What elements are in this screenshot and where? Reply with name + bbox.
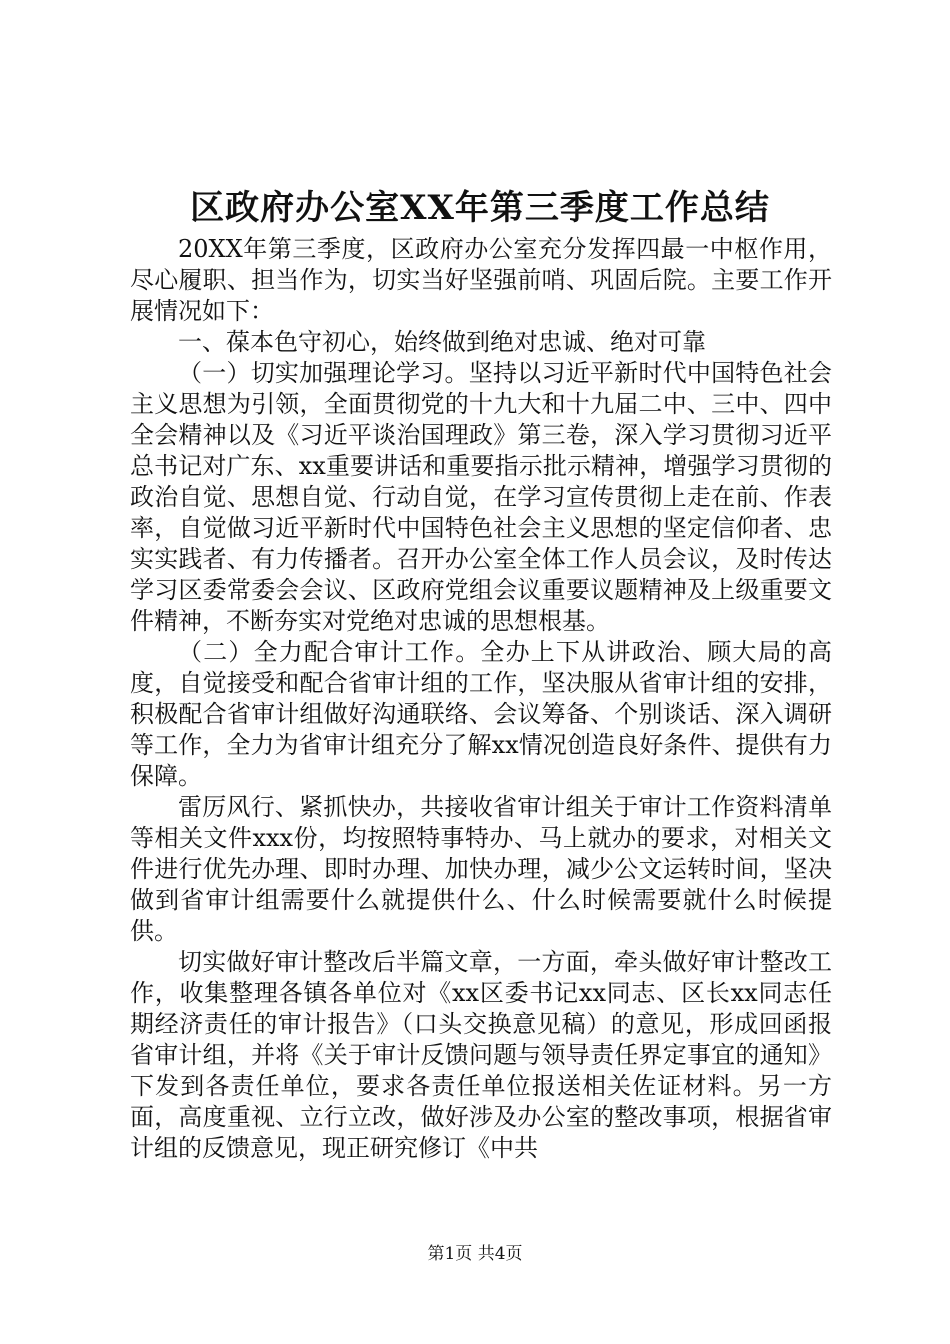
paragraph-theory-study: （一）切实加强理论学习。坚持以习近平新时代中国特色社会主义思想为引领，全面贯彻党的十九大和十九届二中、三中、四中全会精神以及《习近平谈治国理政》第三卷，深入学习贯彻习近平总书记对广东、xx重要讲话和重要指示批示精神，增强学习贯彻的政治自觉、思想自觉、行动自觉，在学习宣传贯彻上走在前、作表率，自觉做习近平新时代中国特色社会主义思想的坚定信仰者、忠实实践者、有力传播者。召开办公室全体工作人员会议，及时传达学习区委常委会会议、区政府党组会议重要议题精神及上级重要文件精神，不断夯实对党绝对忠诚的思想根基。 bbox=[130, 359, 832, 635]
document-title: 区政府办公室XX年第三季度工作总结 bbox=[190, 188, 770, 228]
paragraph-audit-cooperation: （二）全力配合审计工作。全办上下从讲政治、顾大局的高度，自觉接受和配合省审计组的工作，坚决服从省审计组的安排，积极配合省审计组做好沟通联络、会议筹备、个别谈话、深入调研等工作，全力为省审计组充分了解xx情况创造良好条件、提供有力保障。 bbox=[130, 638, 832, 790]
document-body bbox=[130, 234, 832, 1164]
paragraph-audit-rectification: 切实做好审计整改后半篇文章，一方面，牵头做好审计整改工作，收集整理各镇各单位对《xx区委书记xx同志、区长xx同志任期经济责任的审计报告》（口头交换意见稿）的意见，形成回函报省审计组，并将《关于审计反馈问题与领导责任界定事宜的通知》下发到各责任单位，要求各责任单位报送相关佐证材料。另一方面，高度重视、立行立改，做好涉及办公室的整改事项，根据省审计组的反馈意见，现正研究修订《中共 bbox=[130, 948, 832, 1162]
page-footer: 第1页 共4页 bbox=[427, 1244, 523, 1264]
paragraph-intro: 20XX年第三季度，区政府办公室充分发挥四最一中枢作用，尽心履职、担当作为，切实当好坚强前哨、巩固后院。主要工作开展情况如下： bbox=[130, 235, 832, 325]
section-heading-1: 一、葆本色守初心，始终做到绝对忠诚、绝对可靠 bbox=[178, 328, 706, 356]
paragraph-fast-handling: 雷厉风行、紧抓快办，共接收省审计组关于审计工作资料清单等相关文件xxx份，均按照特事特办、马上就办的要求，对相关文件进行优先办理、即时办理、加快办理，减少公文运转时间，坚决做到省审计组需要什么就提供什么、什么时候需要就什么时候提供。 bbox=[130, 793, 832, 945]
